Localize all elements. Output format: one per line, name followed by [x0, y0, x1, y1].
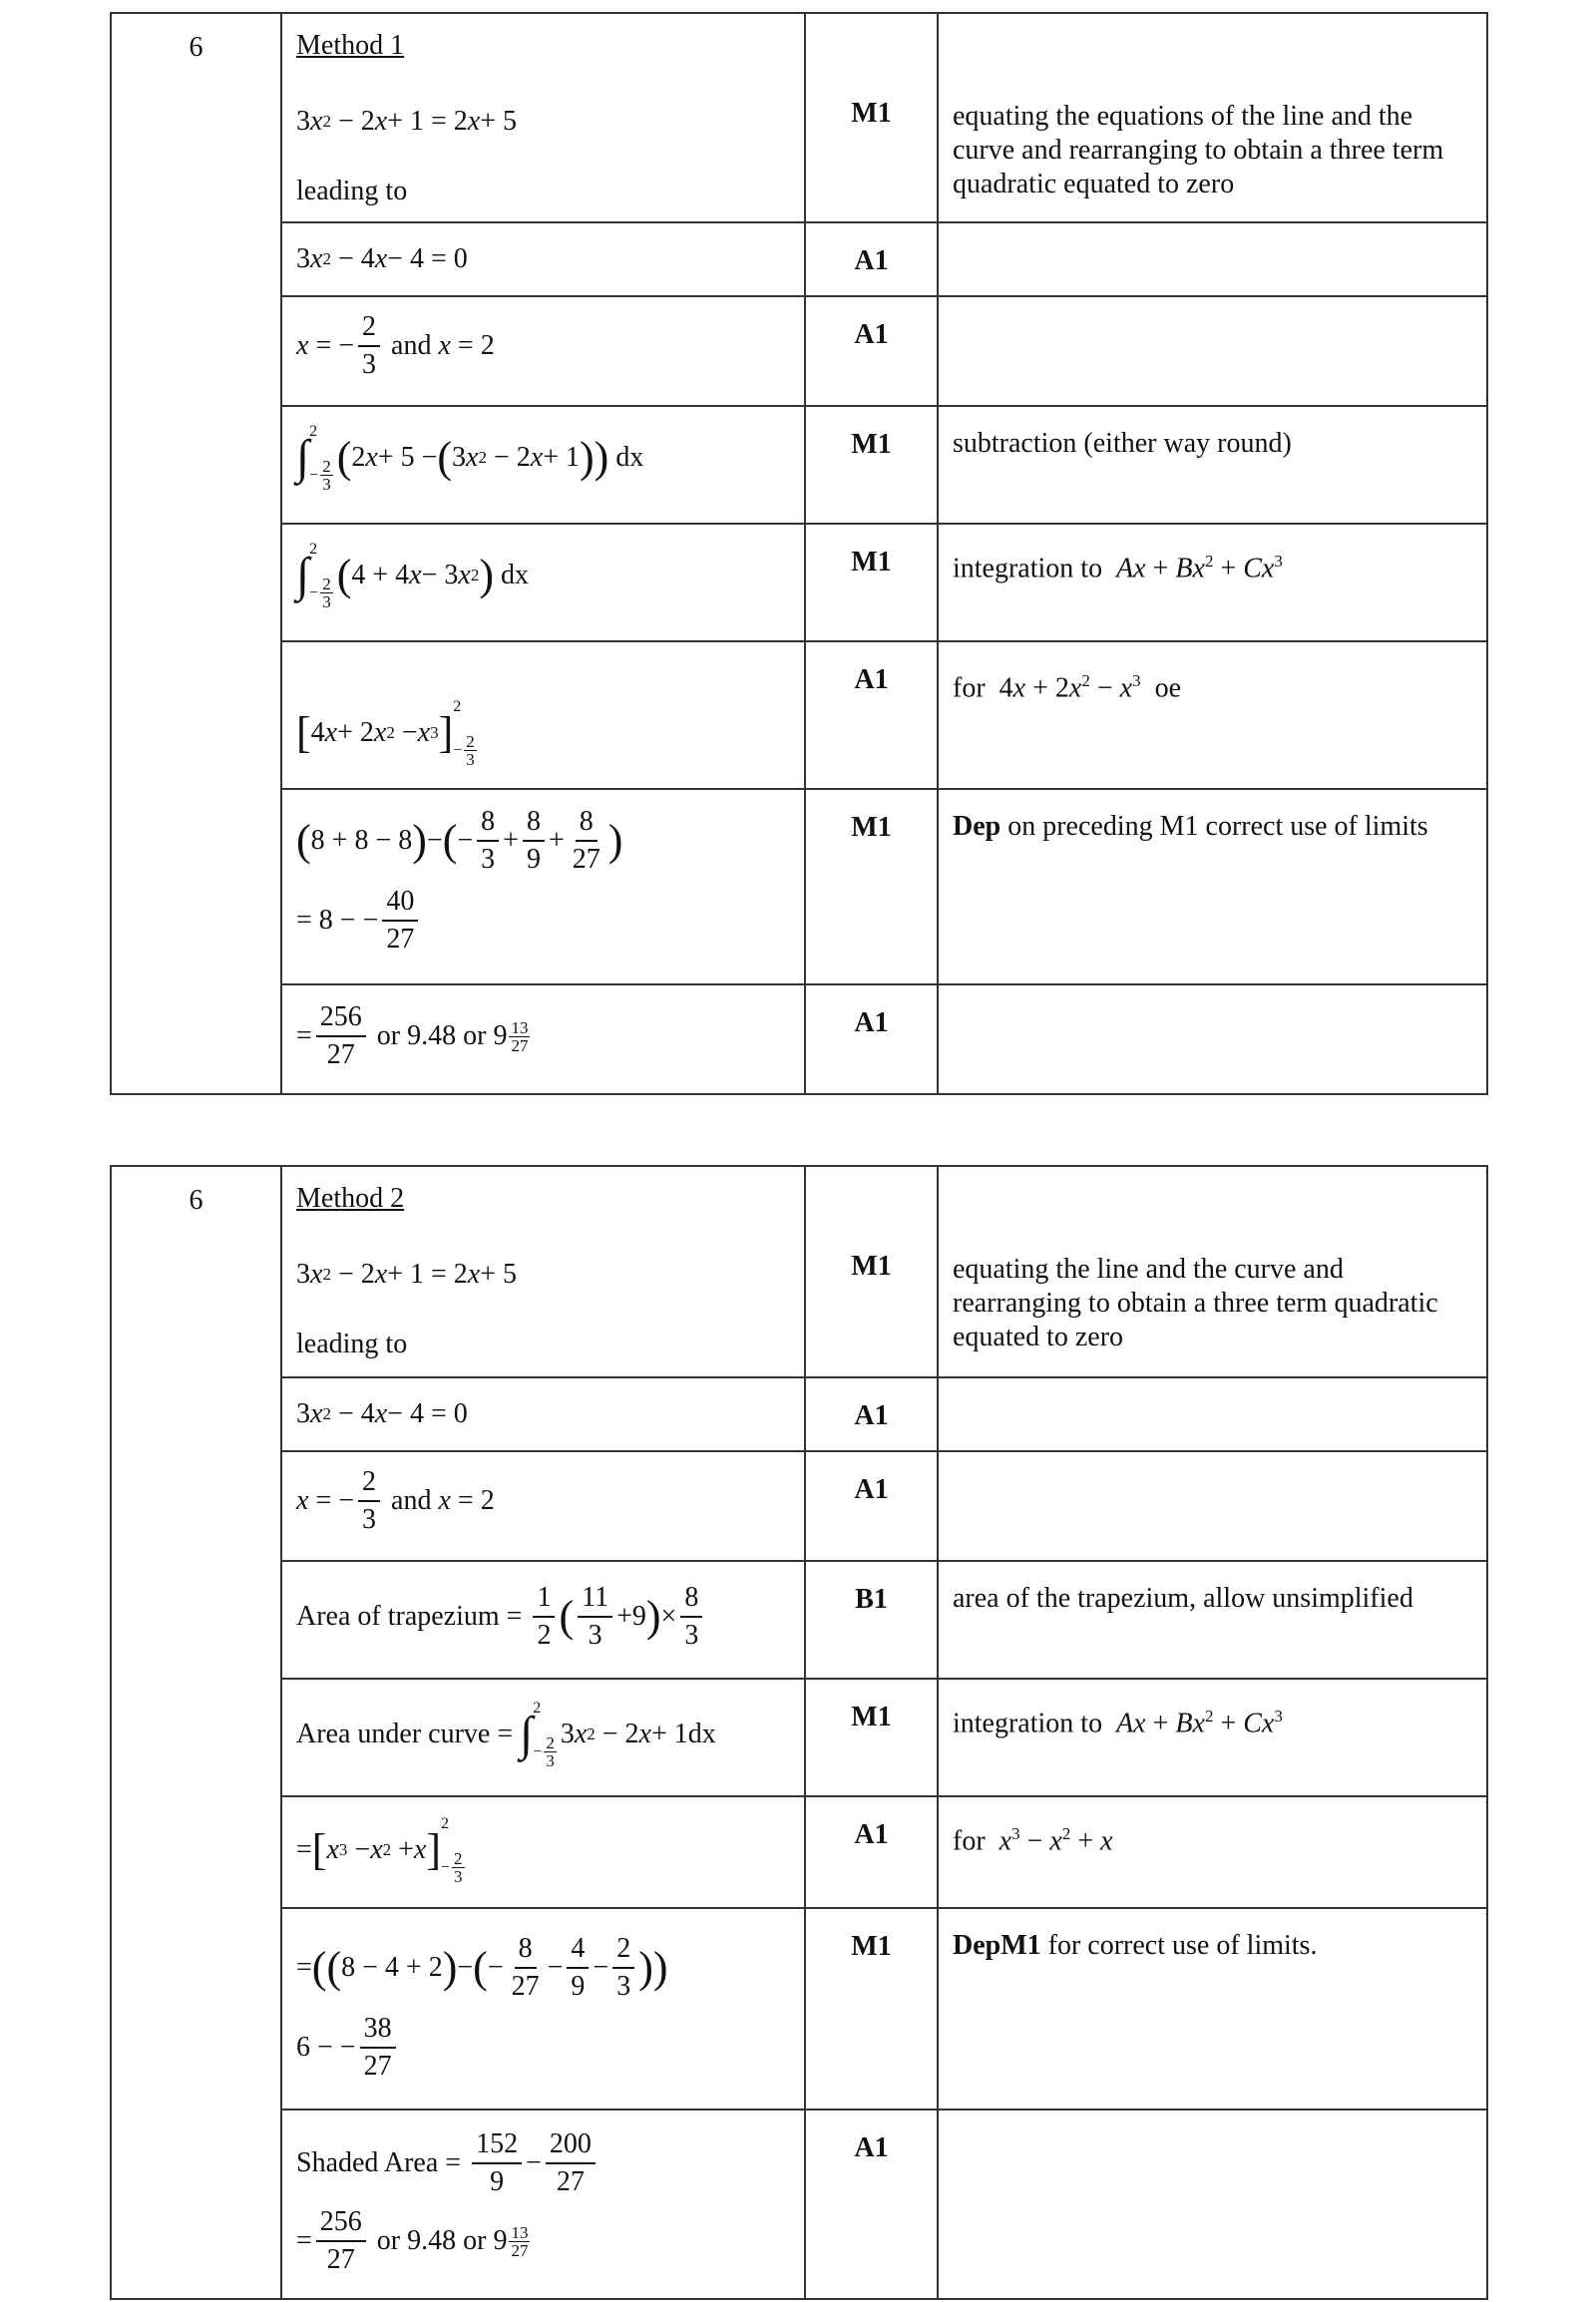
equation: 3 x 2 − 2 x + 1 = 2 x + 5 — [296, 1259, 517, 1290]
working-cell — [281, 296, 805, 406]
working-cell — [281, 524, 805, 641]
working-cell — [281, 789, 805, 984]
mark: A1 — [805, 1796, 938, 1908]
working-cell — [281, 222, 805, 296]
mark: A1 — [805, 1451, 938, 1561]
comment — [938, 1451, 1487, 1561]
comment: integration to $Ax + Bx^2 + Cx^3$ — [938, 524, 1487, 641]
limits-substitution: = ( ( 8 − 4 + 2 ) − ( − $\frac{8}{27}$ − $\frac{4}{9}$ − $\frac{2}{3}$ )) — [296, 1933, 668, 2002]
antiderivative: = [ x 3 − x 2 + x ] 2 − 2 3 — [296, 1815, 463, 1886]
comment: equating the equations of the line and the curve and rearranging to obtain a three term quadratic equated to zero — [938, 13, 1487, 222]
mark: M1 — [805, 406, 938, 524]
comment — [938, 1377, 1487, 1451]
equation: 3 x 2 − 4 x − 4 = 0 — [296, 1398, 468, 1429]
working-cell — [281, 1451, 805, 1561]
final-answer: = $\frac{256}{27}$ or 9.48 or 9 13 27 — [296, 1001, 529, 1070]
mark: A1 — [805, 2110, 938, 2299]
comment — [938, 2110, 1487, 2299]
working-cell — [281, 984, 805, 1094]
working-cell — [281, 1561, 805, 1679]
comment — [938, 222, 1487, 296]
mark: A1 — [805, 222, 938, 296]
working-cell — [281, 1796, 805, 1908]
comment: for $x^3 - x^2 + x$ — [938, 1796, 1487, 1908]
question-number: 6 — [111, 1166, 281, 2299]
method-heading: Method 1 — [296, 30, 405, 61]
working-cell — [281, 1679, 805, 1796]
mark-scheme-table-method-2 — [110, 1165, 1488, 2300]
mark: A1 — [805, 641, 938, 789]
comment: subtraction (either way round) — [938, 406, 1487, 524]
equation: 3 x 2 − 4 x − 4 = 0 — [296, 243, 468, 274]
area-under-curve: Area under curve = ∫ 2 − 2 3 3 x 2 − 2 x + 1 dx — [296, 1700, 716, 1770]
working-cell — [281, 13, 805, 222]
limits-substitution: ( 8 + 8 − 8 ) − ( − $\frac{8}{3}$ + $\frac{8}{9}$ + $\frac{8}{27}$ ) — [296, 806, 623, 875]
comment: equating the line and the curve and rearranging to obtain a three term quadratic equated to zero — [938, 1166, 1487, 1377]
working-cell — [281, 1166, 805, 1377]
comment: DepM1 for correct use of limits. — [938, 1908, 1487, 2110]
question-number: 6 — [111, 13, 281, 1094]
mark: M1 — [805, 789, 938, 984]
working-cell — [281, 406, 805, 524]
antiderivative: [ 4 x + 2 x 2 − x 3 ] 2 − 2 3 — [296, 698, 475, 769]
limits-result: = 8 − − $\frac{40}{27}$ — [296, 884, 790, 958]
integral-expression: ∫ 2 − 2 3 ( 2 x + 5 − ( 3 x 2 − 2 x + 1 )) dx — [296, 423, 644, 494]
mark: A1 — [805, 296, 938, 406]
mark: B1 — [805, 1561, 938, 1679]
mark: M1 — [805, 1166, 938, 1377]
working-cell — [281, 2110, 805, 2299]
mark: M1 — [805, 1679, 938, 1796]
final-answer: = $\frac{256}{27}$ or 9.48 or 9 13 27 — [296, 2206, 529, 2275]
mark: A1 — [805, 1377, 938, 1451]
mark-scheme-table-method-1 — [110, 12, 1488, 1095]
method-heading: Method 2 — [296, 1183, 405, 1214]
comment: integration to $Ax + Bx^2 + Cx^3$ — [938, 1679, 1487, 1796]
comment — [938, 296, 1487, 406]
trapezium-area: Area of trapezium = $\frac{1}{2}$ ( $\frac{11}{3}$ +9 ) × $\frac{8}{3}$ — [296, 1580, 790, 1654]
working-cell — [281, 641, 805, 789]
equation: x = − $\frac{2}{3}$ and x = 2 — [296, 311, 495, 380]
mark: M1 — [805, 13, 938, 222]
limits-result: 6 − − $\frac{38}{27}$ — [296, 2011, 790, 2085]
equation: x = − $\frac{2}{3}$ and x = 2 — [296, 1466, 495, 1535]
mark: M1 — [805, 1908, 938, 2110]
working-text: leading to — [296, 1329, 408, 1359]
mark: M1 — [805, 524, 938, 641]
shaded-area: Shaded Area = $\frac{152}{9}$ − $\frac{200}{27}$ — [296, 2126, 790, 2200]
comment: for $4x + 2x^2 - x^3$ oe — [938, 641, 1487, 789]
comment: Dep on preceding M1 correct use of limits — [938, 789, 1487, 984]
comment — [938, 984, 1487, 1094]
mark: A1 — [805, 984, 938, 1094]
working-cell — [281, 1377, 805, 1451]
equation: 3 x 2 − 2 x + 1 = 2 x + 5 — [296, 106, 517, 137]
comment: area of the trapezium, allow unsimplified — [938, 1561, 1487, 1679]
integral-expression: ∫ 2 − 2 3 ( 4 + 4 x − 3 x 2 ) dx — [296, 541, 529, 611]
working-text: leading to — [296, 176, 408, 206]
working-cell — [281, 1908, 805, 2110]
